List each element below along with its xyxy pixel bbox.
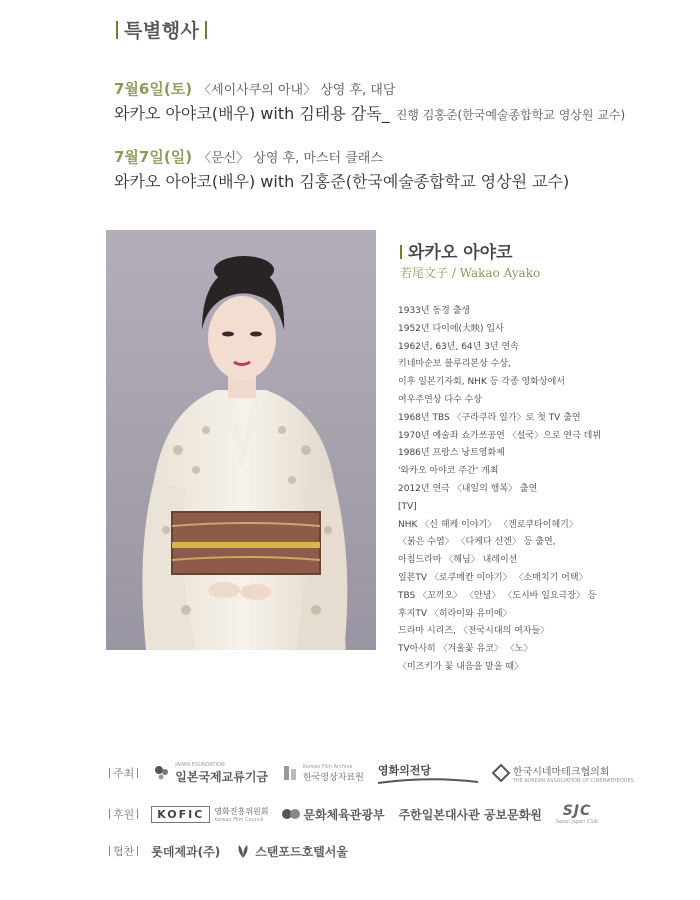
cinema-wave-icon [378,778,478,784]
event-2-main: 와카오 아야코(배우) with 김홍준(한국예술종합학교 영상원 교수) [114,172,570,191]
lotte-logo: 롯데제과(주) [151,844,221,859]
bio-item: 〈미즈키가 꽃 내음을 맡을 때〉 [398,661,524,672]
bio-item: 후지TV 〈히라이와 유미에〉 [398,608,512,619]
event-1-date: 7월6일(토) [114,80,193,98]
credits-host-label: 주최 [106,765,141,781]
bio-item: 키네마순보 블루리본상 수상, [398,359,511,370]
kofa-icon [282,763,300,783]
bio-item: 1962년, 63년, 64년 3년 연속 [398,341,519,352]
japan-foundation-logo: JAPAN FOUNDATION 일본국제교류기금 [151,762,268,785]
stanford-leaf-icon [234,843,252,859]
bio-item: 1968년 TBS 〈구라쿠라 일가〉로 첫 TV 출연 [398,412,581,423]
portrait-illustration [106,230,376,650]
japan-foundation-icon [151,762,173,784]
profile-bar [400,245,402,259]
event-2-desc: 〈문신〉 상영 후, 마스터 클래스 [198,151,383,166]
profile-name-text: 와카오 아야코 [408,243,513,263]
event-1-date-line [114,78,395,99]
profile-subtitle: 若尾文子 / Wakao Ayako [400,266,541,280]
event-1-note: 진행 김홍준(한국예술종합학교 영상원 교수) [395,108,626,122]
cinema-center-logo: 영화의전당 [378,762,478,784]
portrait-photo [106,230,376,650]
credits-support-label: 협찬 [106,843,141,859]
bio-item: 1970년 예술좌 쇼가쓰공연 〈설국〉으로 연극 데뷔 [398,430,602,441]
cinematheque-logo: 한국시네마테크협의회 THE KOREAN ASSOCIATION OF CINEMATHEQUES [492,763,634,784]
bio-item: 아침드라마 〈해님〉 내레이션 [398,555,518,566]
bio-item: TV아사히 〈겨울꽃 유코〉 〈노〉 [398,644,533,655]
bio-item: 1933년 동경 출생 [398,306,471,316]
bio-item: NHK 〈신 헤케 이야기〉 〈겐로쿠타이헤기〉 [398,519,578,530]
kofic-logo: KOFIC 영화진흥위원회 Korean Film Council [151,806,268,823]
credits-sponsor-row [106,801,612,827]
event-2-date: 7월7일(일) [114,148,193,166]
event-1-desc: 〈세이사쿠의 아내〉 상영 후, 대담 [198,83,396,98]
bio-item: 드라마 시리즈, 〈전국시대의 여자들〉 [398,626,550,637]
kofa-logo: Korean Film Archive 한국영상자료원 [282,763,364,783]
event-2-main-line [114,169,569,192]
embassy-logo: 주한일본대사관 공보문화원 [398,807,542,822]
bio-item: 이후 일본기자회, NHK 등 각종 영화상에서 [398,377,565,388]
mcst-logo: 문화체육관광부 [282,806,384,823]
section-header [110,16,213,43]
sjc-logo: SJC Seoul Japan Club [555,803,599,825]
profile-name [400,238,512,263]
bio-item: 1986년 프랑스 낭트영화제 [398,448,505,459]
bio-item: 일본TV 〈로쿠메칸 이야기〉 〈소매치기 어택〉 [398,572,588,583]
credits-support-row [106,838,362,864]
bio-list [398,303,601,677]
event-1-main-line [114,101,625,124]
credits-sponsor-label: 후원 [106,806,141,822]
bio-item: 2012년 연극 〈내일의 행복〉 출연 [398,483,538,494]
bio-item: 여우주연상 다수 수상 [398,394,482,405]
credits-host-row [106,760,648,786]
stanford-hotel-logo: 스탠포드호텔서울 [234,843,348,860]
cinematheque-icon [492,764,510,782]
header-bar-left [116,21,118,39]
bio-item: 〈붉은 수염〉 〈다케다 신겐〉 등 출연, [398,537,556,548]
event-2-date-line [114,146,383,167]
bio-item: [TV] [398,501,417,512]
section-title: 특별행사 [124,20,200,42]
event-1-main: 와카오 아야코(배우) with 김태용 감독_ [114,104,390,123]
mcst-icon [282,807,300,821]
bio-item: '와카오 아야코 주간' 개최 [398,466,499,477]
bio-item: 1952년 다이에(大映) 입사 [398,323,504,334]
bio-item: TBS 〈꼬끼오〉 〈안녕〉 〈도시바 일요극장〉 등 [398,590,597,601]
header-bar-right [205,21,207,39]
